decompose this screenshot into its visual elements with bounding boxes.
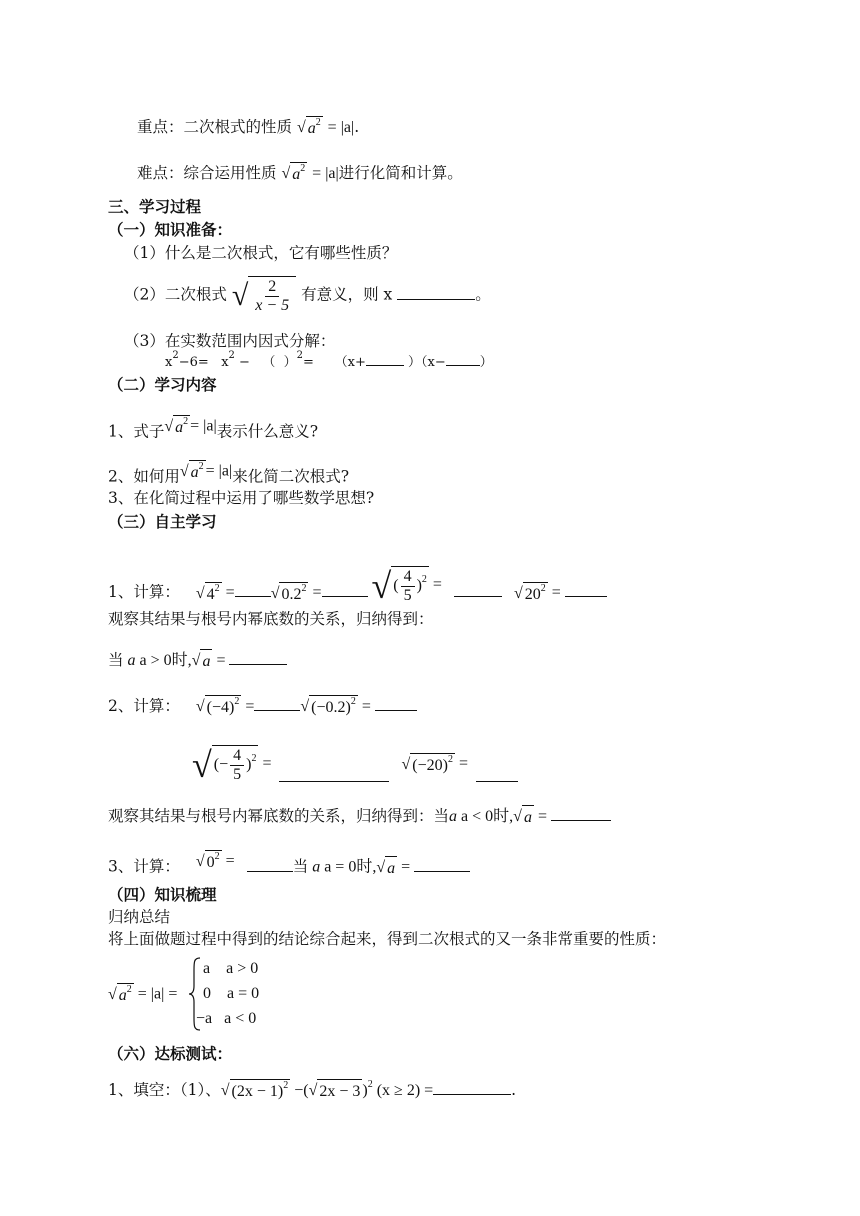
answer-blank[interactable] — [235, 580, 271, 597]
piecewise-case-2: 0 a = 0 — [203, 985, 260, 1002]
answer-blank[interactable] — [397, 283, 475, 300]
section-heading: 三、学习过程 — [108, 197, 202, 216]
answer-blank[interactable] — [433, 1078, 511, 1095]
piecewise-case-1: a a > 0 — [203, 960, 259, 977]
part6-heading: （六）达标测试： — [108, 1044, 233, 1063]
part1-heading: （一）知识准备： — [108, 220, 233, 239]
piecewise-case-3: −a a < 0 — [196, 1010, 257, 1027]
answer-blank[interactable] — [254, 694, 300, 711]
part1-q3: （3）在实数范围内因式分解： — [124, 332, 336, 350]
part6-q1: 1、填空：（1）、√ $(2x - 1)^2$ −(√ 2x − 3 )$^2$ (x ≥ 2) = . — [108, 1078, 516, 1103]
answer-blank[interactable] — [375, 694, 417, 711]
sqrt-a-squared: √ $a^2$ — [281, 162, 307, 186]
part2-heading: （二）学习内容 — [108, 375, 217, 394]
part4-heading: （四）知识梳理 — [108, 885, 217, 904]
part4-sub: 归纳总结 — [108, 908, 171, 926]
part2-item3: 3、在化简过程中运用了哪些数学思想? — [108, 489, 375, 507]
answer-blank[interactable] — [366, 353, 404, 366]
abs-a: = |a| — [327, 119, 355, 136]
key-point-label: 重点：二次根式的性质 — [137, 118, 293, 136]
sqrt-a-squared: √ $a^2$ — [164, 415, 190, 439]
part2-item1: 1、式子√ $a^2 = |a|$表示什么意义? — [108, 416, 318, 441]
abs-a: = |a| — [312, 165, 339, 182]
answer-blank[interactable] — [551, 804, 611, 821]
piecewise-lhs: √ $a^2 = |a|$ = — [108, 983, 177, 1007]
negative-case: 观察其结果与根号内幂底数的关系，归纳得到：当a a < 0时,√ a = — [108, 804, 611, 829]
sqrt-a-squared: √ $a^2$ — [180, 460, 206, 484]
answer-blank[interactable] — [247, 855, 293, 872]
part2-item2: 2、如何用√ $a^2 = |a|$来化简二次根式? — [108, 461, 349, 486]
calc2-line-b: √ (− $\frac{4}{5}$ )$^2$ = √ $(-20)^2$ = — [192, 745, 518, 784]
part1-q3-expr: $x^2-6=$ $x^2$ − （ ）$^2$= （x+ ）（x− ） — [165, 350, 493, 370]
key-point-line: 重点：二次根式的性质 √ $a^2 = |a|$. — [137, 116, 359, 140]
answer-blank[interactable] — [229, 648, 287, 665]
calc1-line: 1、计算： √ $4^2$ = √ $0.2^2$ = √ ( $\frac{4}{5}$ )$^2$ = √ $20^2$ = — [108, 566, 607, 606]
part1-q2: （2）二次根式 √ $\frac{2}{x - 5}$ 有意义，则 x 。 — [124, 278, 491, 314]
calc2-line: 2、计算： √ $(-4)^2$ = √ $(-0.2)^2$ = — [108, 694, 417, 719]
answer-blank[interactable] — [446, 353, 480, 366]
positive-case: 当 a a > 0时,√ a = — [108, 648, 287, 673]
part3-heading: （三）自主学习 — [108, 512, 217, 531]
answer-blank[interactable] — [414, 855, 470, 872]
part1-q1: （1）什么是二次根式，它有哪些性质？ — [124, 244, 398, 262]
calc3-line: 3、计算： √ $0^2$ = 当 a a = 0时,√ a = — [108, 850, 470, 880]
answer-blank[interactable] — [454, 580, 502, 597]
sqrt-fraction: √ $\frac{2}{x - 5}$ — [232, 276, 296, 315]
answer-blank[interactable] — [322, 580, 368, 597]
observe-line: 观察其结果与根号内幂底数的关系，归纳得到： — [108, 610, 434, 628]
answer-blank[interactable] — [476, 765, 518, 782]
difficult-point-line: 难点：综合运用性质 √ $a^2 = |a|$进行化简和计算。 — [137, 162, 463, 186]
sqrt-a-squared: √ $a^2$ — [297, 116, 323, 140]
answer-blank[interactable] — [565, 580, 607, 597]
answer-blank[interactable] — [279, 765, 389, 782]
difficult-point-label: 难点：综合运用性质 — [137, 164, 277, 182]
part4-text: 将上面做题过程中得到的结论综合起来，得到二次根式的又一条非常重要的性质： — [108, 930, 667, 948]
